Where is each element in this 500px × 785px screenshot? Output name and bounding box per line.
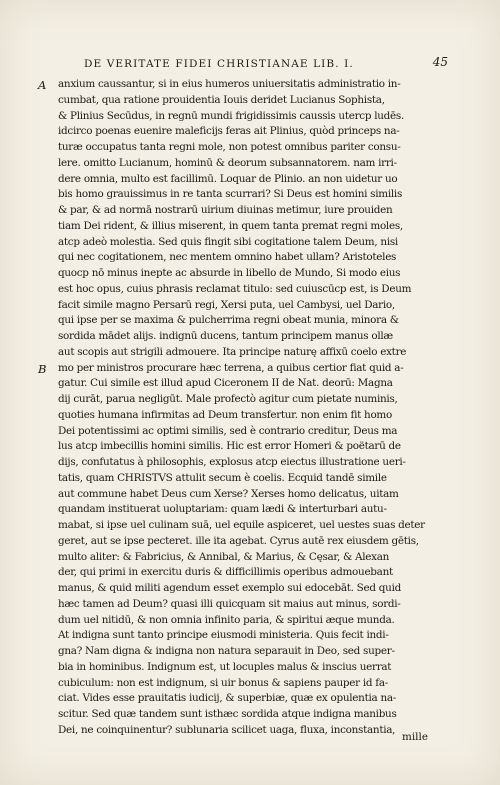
text-line: cumbat, qua ratione prouidentia Iouis deridet Lucianus Sophista,	[58, 93, 385, 106]
text-line: dere omnia, multo est facillimū. Loquar de Plinio. an non uidetur uo	[58, 172, 398, 185]
margin-letter-a: A	[38, 78, 47, 92]
text-line: sordida mādet alijs. indignū ducens, tantum principem manus ollæ	[58, 330, 393, 342]
text-line: multo aliter: & Fabricius, & Annibal, & Marius, & Cęsar, & Alexan	[58, 550, 390, 563]
text-line: turæ occupatus tanta regni mole, non potest omnibus pariter consu-	[58, 141, 401, 153]
text-line: cubiculum: non est indignum, si uir bonus & sapiens pauper id fa-	[58, 676, 388, 689]
text-line: aut commune habet Deus cum Xerse? Xerses homo delicatus, uitam	[58, 487, 399, 500]
text-line: bis homo grauissimus in re tanta scurrari? Si Deus est homini similis	[58, 188, 403, 201]
text-line: quandam instituerat uoluptariam: quam lædi & interturbari autu-	[58, 503, 387, 516]
body-text	[58, 77, 436, 739]
text-line: bia in hominibus. Indignum est, ut locuples malus & inscius uerrat	[58, 660, 392, 673]
text-line: geret, aut se ipse pecteret. ille ita agebat. Cyrus autē rex eiusdem gētis,	[58, 534, 419, 547]
text-line: anxium caussantur, si in eius humeros uniuersitatis administratio in-	[58, 78, 401, 90]
page-number: 45	[432, 55, 448, 69]
text-line: der, qui primi in exercitu duris & difficillimis operibus admouebant	[58, 566, 393, 579]
text-line: tatis, quam CHRISTVS attulit secum è coelis. Ecquid tandē simile	[58, 471, 387, 484]
text-line: atcp adeò molestia. Sed quis fingit sibi cogitatione talem Deum, nisi	[58, 235, 398, 248]
text-line: qui nec cogitationem, nec mentem omnino habet ullam? Aristoteles	[58, 251, 397, 264]
text-line: dijs, confutatus à philosophis, explosus atcp eiectus illustratione ueri-	[58, 456, 406, 468]
running-head: DE VERITATE FIDEI CHRISTIANAE LIB. I.	[84, 58, 354, 70]
text-line: quoties humana infirmitas ad Deum transfertur. non enim fit homo	[58, 408, 392, 421]
text-line: gna? Nam digna & indigna non natura separauit in Deo, sed super-	[58, 645, 395, 657]
text-line: tiam Dei rident, & illius miserent, in quem tanta premat regni moles,	[58, 219, 403, 232]
text-line: qui ipse per se maxima & pulcherrima regni obeat munia, minora &	[58, 314, 399, 327]
text-line: ciat. Vides esse prauitatis iudicij, & superbiæ, quæ ex opulentia na-	[58, 692, 397, 705]
text-line: & Plinius Secūdus, in regnū mundi frigidissimis caussis utercp ludēs.	[58, 109, 404, 122]
text-line: idcirco poenas euenire maleficijs feras ait Plinius, quòd princeps na-	[58, 125, 400, 138]
text-line: mabat, si ipse uel culinam suā, uel equile aspiceret, uel uestes suas deter	[58, 519, 425, 531]
text-line: Dei, ne coinquinentur? sublunaria scilicet uaga, fluxa, inconstantia,	[58, 723, 396, 736]
text-line: est hoc opus, cuius phrasis reclamat titulo: sed cuiuscūcp est, is Deum	[58, 282, 412, 295]
text-line: dij curāt, parua negligūt. Male profectò agitur cum pietate numinis,	[58, 393, 398, 405]
text-line: scitur. Sed quæ tandem sunt isthæc sordida atque indigna manibus	[58, 708, 397, 720]
text-line: mo per ministros procurare hæc terrena, a quibus certior fiat quid a-	[58, 361, 404, 374]
text-line: lus atcp imbecillis homini similis. Hic est error Homeri & poëtarū de	[58, 440, 401, 453]
text-line: quocp nō minus inepte ac absurde in libello de Mundo, Si modo eius	[58, 267, 401, 279]
margin-letter-b: B	[38, 362, 47, 376]
text-line: lere. omitto Lucianum, hominū & deorum subsannatorem. nam irri-	[58, 156, 397, 169]
text-line: facit simile magno Persarū regi, Xersi puta, uel Cambysi, uel Dario,	[58, 298, 395, 311]
text-line: aut scopis aut strigili admouere. Ita principe naturę affixū coelo extre	[58, 345, 407, 358]
text-line: Dei potentissimi ac optimi similis, sed è contrario creditur, Deus ma	[58, 424, 398, 437]
text-line: & par, & ad normā nostrarū uirium diuinas metimur, iure prouiden	[58, 204, 393, 216]
text-line: At indigna sunt tanto principe eiusmodi ministeria. Quis fecit indi-	[58, 629, 389, 642]
text-line: gatur. Cui simile est illud apud Ciceronem II de Nat. deorū: Magna	[58, 377, 393, 390]
catchword: mille	[402, 731, 428, 743]
text-line: hæc tamen ad Deum? quasi illi quicquam sit maius aut minus, sordi-	[58, 597, 401, 610]
text-line: manus, & quid militi agendum esset exemplo sui edocebāt. Sed quid	[58, 582, 401, 594]
text-line: dum uel nitidū, & non omnia infinito paria, & spiritui æque munda.	[58, 613, 395, 626]
